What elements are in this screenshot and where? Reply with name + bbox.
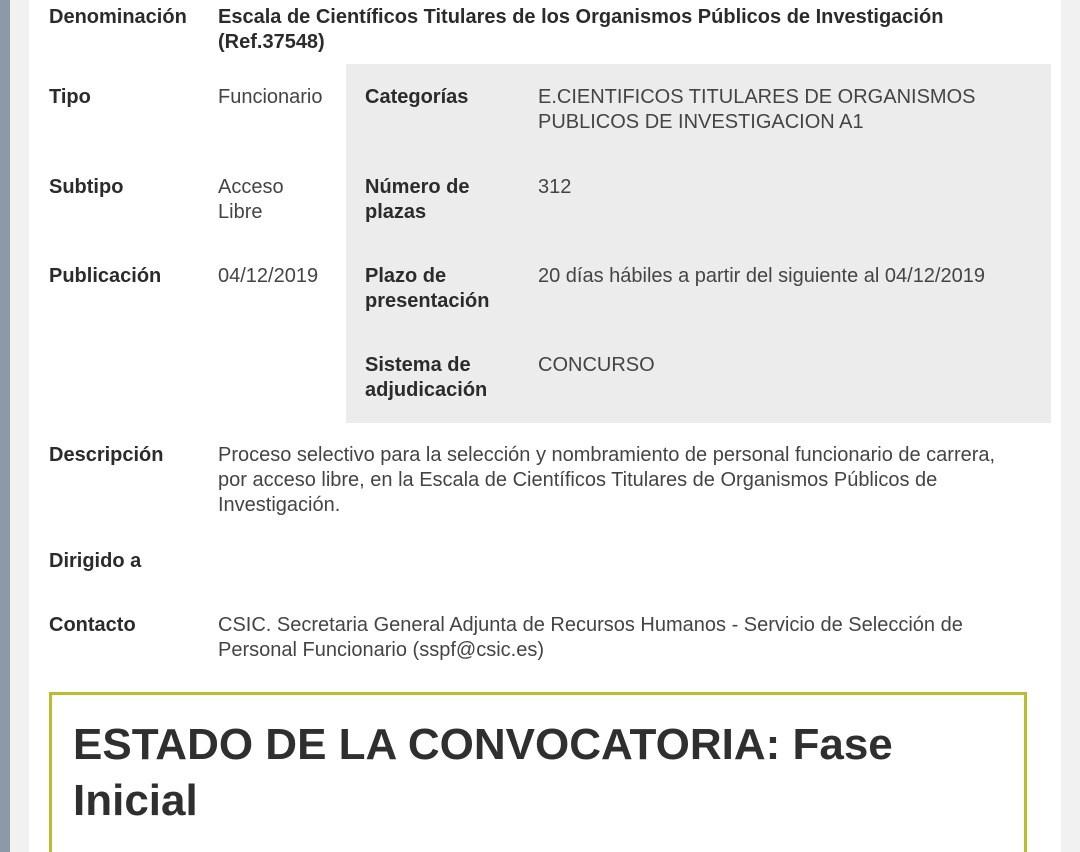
sistema-value: CONCURSO [538, 354, 655, 376]
contacto-value-line1: CSIC. Secretaria General Adjunta de Recursos Humanos - Servicio de Selección de [218, 614, 963, 636]
contacto-label: Contacto [49, 614, 136, 636]
categorias-label: Categorías [365, 86, 469, 108]
details-block [346, 64, 1051, 423]
descripcion-value-line2: por acceso libre, en la Escala de Científicos Titulares de Organismos Públicos de [218, 469, 938, 491]
categorias-value-line1: E.CIENTIFICOS TITULARES DE ORGANISMOS [538, 86, 976, 108]
sistema-label-line2: adjudicación [365, 379, 488, 401]
left-edge-bar [0, 0, 10, 852]
plazo-label-line2: presentación [365, 290, 490, 312]
categorias-value-line2: PUBLICOS DE INVESTIGACION A1 [538, 111, 864, 133]
subtipo-value-line1: Acceso [218, 176, 284, 198]
denominacion-value-line2: (Ref.37548) [218, 31, 325, 53]
status-title-line2: Inicial [73, 776, 198, 825]
publicacion-label: Publicación [49, 265, 162, 287]
tipo-label: Tipo [49, 86, 91, 108]
status-title-line1: ESTADO DE LA CONVOCATORIA: Fase [73, 720, 893, 769]
plazo-value: 20 días hábiles a partir del siguiente al 04/12/2019 [538, 265, 985, 287]
denominacion-value-line1: Escala de Científicos Titulares de los Organismos Públicos de Investigación [218, 6, 944, 28]
publicacion-value: 04/12/2019 [218, 265, 319, 287]
sistema-label-line1: Sistema de [365, 354, 471, 376]
denominacion-label: Denominación [49, 6, 187, 28]
status-box [49, 692, 1027, 852]
subtipo-value-line2: Libre [218, 201, 263, 223]
status-title [73, 717, 1013, 829]
contacto-value-line2: Personal Funcionario (sspf@csic.es) [218, 639, 544, 661]
plazo-label-line1: Plazo de [365, 265, 447, 287]
plazas-label-line2: plazas [365, 201, 427, 223]
descripcion-label: Descripción [49, 444, 164, 466]
subtipo-label: Subtipo [49, 176, 124, 198]
convocatoria-detail-panel [29, 0, 1061, 852]
plazas-label-line1: Número de [365, 176, 470, 198]
descripcion-value-line3: Investigación. [218, 494, 341, 516]
tipo-value: Funcionario [218, 86, 323, 108]
descripcion-value-line1: Proceso selectivo para la selección y nombramiento de personal funcionario de carrera, [218, 444, 996, 466]
dirigido-label: Dirigido a [49, 550, 142, 572]
plazas-value: 312 [538, 176, 572, 198]
